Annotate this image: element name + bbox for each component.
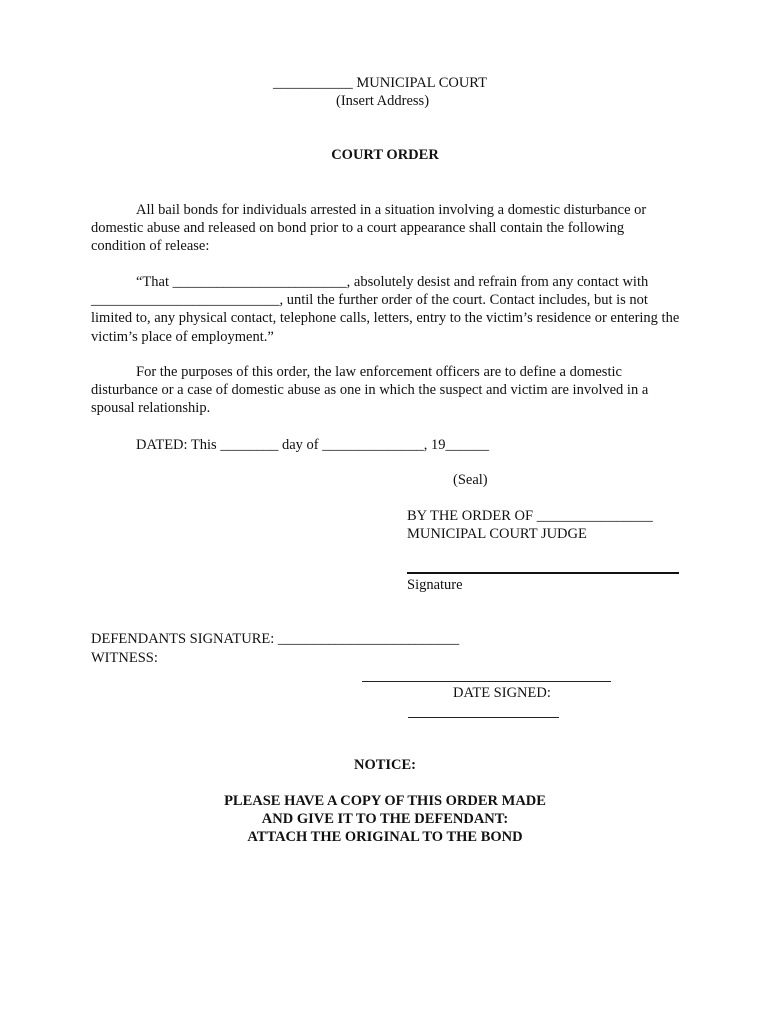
definition-paragraph: For the purposes of this order, the law enforcement officers are to define a domestic disturbance or a case of domestic abuse as one in which the suspect and victim are involved in a spousal relationship.	[91, 364, 649, 417]
court-name-line: ___________ MUNICIPAL COURT	[273, 75, 487, 91]
witness-signature-rule	[362, 681, 611, 682]
date-signed-label: DATE SIGNED:	[453, 685, 551, 701]
notice-line-3: ATTACH THE ORIGINAL TO THE BOND	[247, 829, 523, 845]
defendant-signature-line: DEFENDANTS SIGNATURE: _________________________	[91, 631, 460, 647]
date-signed-rule	[408, 717, 559, 718]
by-order-of-line: BY THE ORDER OF ________________	[407, 508, 653, 524]
judge-title: MUNICIPAL COURT JUDGE	[407, 526, 587, 542]
no-contact-condition-paragraph: “That ________________________, absolutely desist and refrain from any contact with __________________________, until the further order of the court. Contact includes, but is not limited to, any physical contact, telephone calls, letters, entry to the victim’s residence or entering the victim’s place of employment.”	[91, 274, 680, 345]
signature-label: Signature	[407, 577, 463, 593]
insert-address-line: (Insert Address)	[336, 93, 430, 109]
judge-signature-rule	[407, 572, 679, 574]
seal-label: (Seal)	[453, 472, 488, 488]
document-title: COURT ORDER	[331, 147, 439, 163]
dated-line: DATED: This ________ day of ______________, 19______	[136, 437, 489, 453]
notice-heading: NOTICE:	[353, 757, 417, 773]
notice-line-1: PLEASE HAVE A COPY OF THIS ORDER MADE	[224, 793, 546, 809]
witness-label: WITNESS:	[91, 650, 158, 666]
bail-bond-paragraph: All bail bonds for individuals arrested in a situation involving a domestic disturbance or domestic abuse and released on bond prior to a court appearance shall contain the following condition of release:	[91, 202, 647, 255]
notice-line-2: AND GIVE IT TO THE DEFENDANT:	[261, 811, 509, 827]
